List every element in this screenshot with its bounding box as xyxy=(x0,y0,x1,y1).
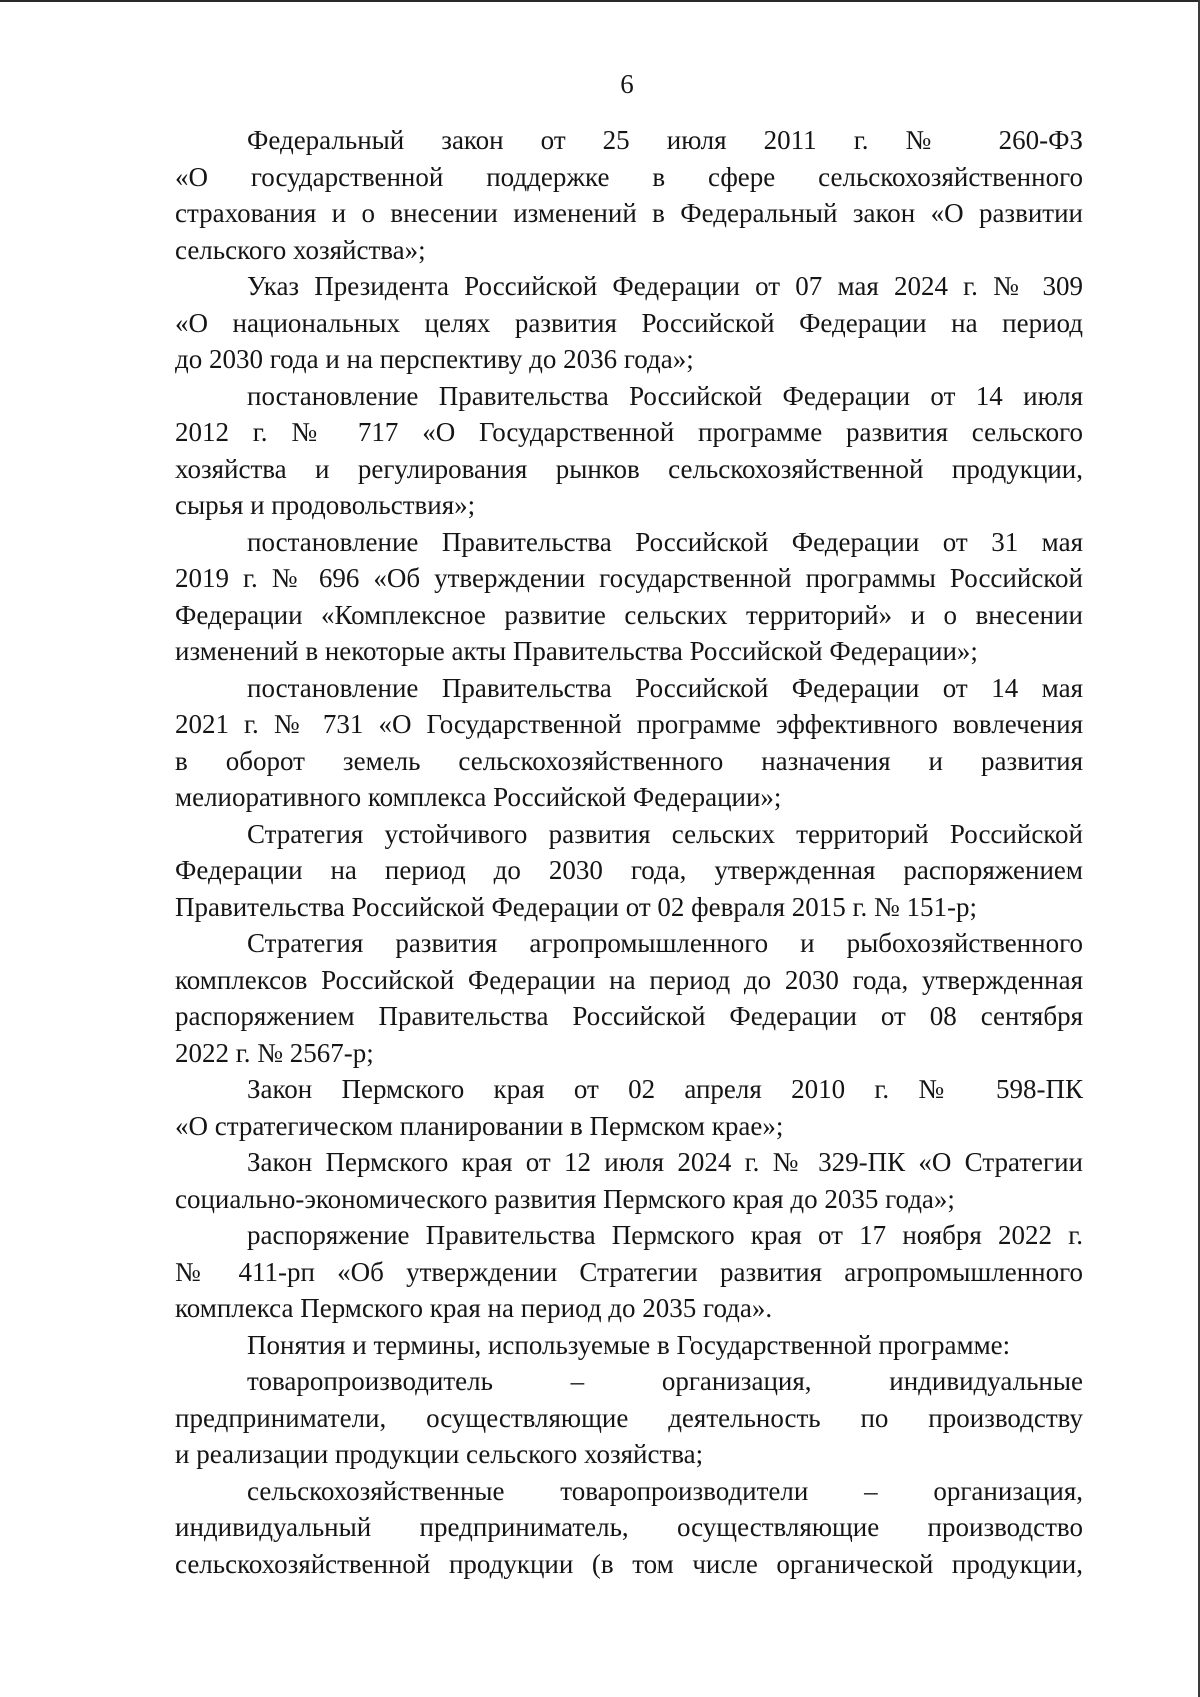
text-line: Стратегия развития агропромышленного и рыбохозяйственного xyxy=(247,928,1083,958)
document-body xyxy=(175,122,1083,1582)
paragraph-perm-order-411 xyxy=(175,1217,1083,1327)
text-line: предприниматели, осуществляющие деятельность по производству xyxy=(175,1402,1083,1433)
paragraph-term-agricultural-producers xyxy=(175,1473,1083,1583)
paragraph-presidential-decree-309 xyxy=(175,268,1083,378)
text-line: «О стратегическом планировании в Пермском крае»; xyxy=(175,1110,784,1141)
text-line: 2021 г. № 731 «О Государственной программе эффективного вовлечения xyxy=(175,709,1083,739)
text-line: постановление Правительства Российской Федерации от 14 июля xyxy=(247,380,1083,411)
paragraph-resolution-731 xyxy=(175,670,1083,816)
text-line: хозяйства и регулирования рынков сельскохозяйственной продукции, xyxy=(175,453,1083,484)
text-line: комплекса Пермского края на период до 2035 года». xyxy=(175,1293,773,1323)
text-line: страхования и о внесении изменений в Федеральный закон «О развитии xyxy=(175,198,1083,228)
scan-edge-top xyxy=(0,0,1200,2)
paragraph-terms-intro xyxy=(175,1327,1083,1364)
paragraph-perm-law-598 xyxy=(175,1071,1083,1144)
text-line: постановление Правительства Российской Федерации от 14 мая xyxy=(247,672,1083,703)
text-line: Федерации на период до 2030 года, утвержденная распоряжением xyxy=(175,855,1083,885)
text-line: 2019 г. № 696 «Об утверждении государственной программы Российской xyxy=(175,563,1083,593)
text-line: сельскохозяйственной продукции (в том числе органической продукции, xyxy=(175,1548,1083,1579)
text-line: 2022 г. № 2567-р; xyxy=(175,1037,374,1068)
text-line: Федеральный закон от 25 июля 2011 г. № 260-ФЗ xyxy=(247,125,1083,155)
text-line: Закон Пермского края от 12 июля 2024 г. № 329-ПК «О Стратегии xyxy=(247,1147,1083,1177)
paragraph-perm-law-329 xyxy=(175,1144,1083,1217)
paragraph-strategy-rural-territories xyxy=(175,816,1083,926)
paragraph-term-producer xyxy=(175,1363,1083,1473)
text-line: Правительства Российской Федерации от 02 февраля 2015 г. № 151-р; xyxy=(175,891,978,922)
text-line: Понятия и термины, используемые в Государственной программе: xyxy=(247,1329,1011,1360)
text-line: индивидуальный предприниматель, осуществляющие производство xyxy=(175,1512,1083,1542)
text-line: Закон Пермского края от 02 апреля 2010 г. № 598-ПК xyxy=(247,1074,1083,1104)
text-line: сельскохозяйственные товаропроизводители – организация, xyxy=(247,1475,1083,1506)
text-line: «О государственной поддержке в сфере сельскохозяйственного xyxy=(175,161,1083,192)
text-line: 2012 г. № 717 «О Государственной программе развития сельского xyxy=(175,417,1083,447)
text-line: Федерации «Комплексное развитие сельских территорий» и о внесении xyxy=(175,599,1083,630)
text-line: до 2030 года и на перспективу до 2036 года»; xyxy=(175,344,694,374)
text-line: и реализации продукции сельского хозяйства; xyxy=(175,1439,704,1469)
text-line: сельского хозяйства»; xyxy=(175,234,426,265)
text-line: «О национальных целях развития Российской Федерации на период xyxy=(175,307,1083,338)
text-line: № 411-рп «Об утверждении Стратегии развития агропромышленного xyxy=(175,1256,1083,1287)
text-line: постановление Правительства Российской Федерации от 31 мая xyxy=(247,526,1083,557)
text-line: сырья и продовольствия»; xyxy=(175,490,476,520)
paragraph-strategy-agroindustrial xyxy=(175,925,1083,1071)
text-line: социально-экономического развития Пермского края до 2035 года»; xyxy=(175,1183,955,1214)
paragraph-resolution-696 xyxy=(175,524,1083,670)
paragraph-resolution-717 xyxy=(175,378,1083,524)
text-line: Указ Президента Российской Федерации от 07 мая 2024 г. № 309 xyxy=(247,271,1083,301)
text-line: мелиоративного комплекса Российской Федерации»; xyxy=(175,782,782,812)
text-line: товаропроизводитель – организация, индивидуальные xyxy=(247,1366,1083,1396)
text-line: изменений в некоторые акты Правительства Российской Федерации»; xyxy=(175,636,978,666)
page-number: 6 xyxy=(620,69,634,99)
text-line: комплексов Российской Федерации на период до 2030 года, утвержденная xyxy=(175,964,1083,995)
text-line: в оборот земель сельскохозяйственного назначения и развития xyxy=(175,745,1083,776)
text-line: Стратегия устойчивого развития сельских территорий Российской xyxy=(247,818,1083,849)
text-line: распоряжением Правительства Российской Федерации от 08 сентября xyxy=(175,1001,1083,1031)
paragraph-federal-law-260 xyxy=(175,122,1083,268)
text-line: распоряжение Правительства Пермского края от 17 ноября 2022 г. xyxy=(247,1220,1083,1250)
